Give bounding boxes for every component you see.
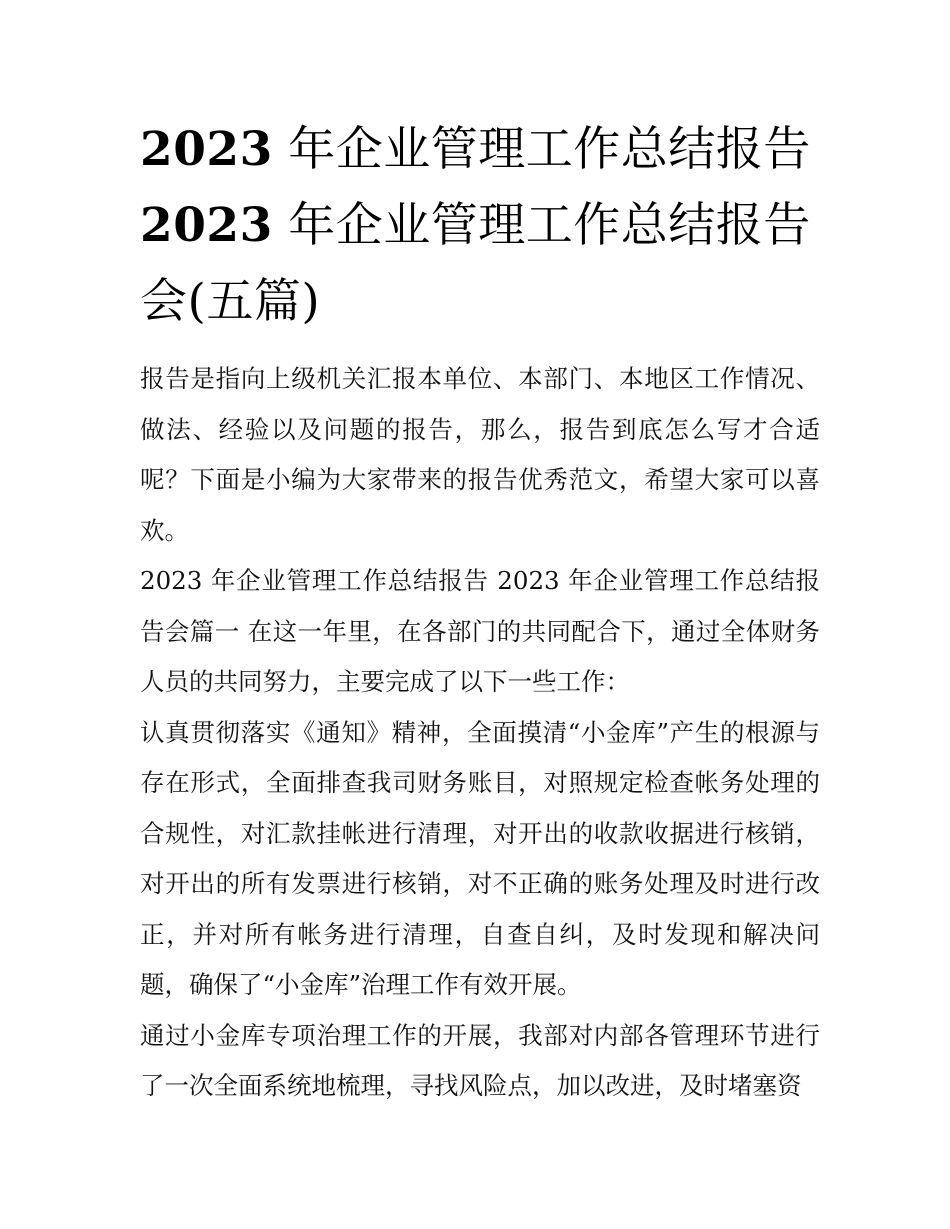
title-line-2 — [140, 198, 811, 253]
title-line-3 — [140, 274, 320, 329]
body-paragraph: 认真贯彻落实《通知》精神，全面摸清“小金库”产生的根源与存在形式，全面排查我司财务账目，对照规定检查帐务处理的合规性，对汇款挂帐进行清理，对开出的收款收据进行核销，对开出的所有发票进行核销，对不正确的账务处理及时进行改正，并对所有帐务进行清理，自查自纠，及时发现和解决问题，确保了“小金库”治理工作有效开展。 — [140, 717, 820, 999]
title-year: 2023 — [140, 198, 273, 253]
document-title — [140, 112, 820, 340]
body-paragraph: 通过小金库专项治理工作的开展，我部对内部各管理环节进行了一次全面系统地梳理，寻找风险点，加以改进，及时堵塞资 — [140, 1020, 820, 1100]
title-year: 2023 — [140, 122, 273, 177]
title-text: 年企业管理工作总结报告 — [288, 198, 811, 253]
intro-paragraph: 报告是指向上级机关汇报本单位、本部门、本地区工作情况、做法、经验以及问题的报告，那么，报告到底怎么写才合适呢？下面是小编为大家带来的报告优秀范文，希望大家可以喜欢。 — [140, 364, 820, 545]
document-page — [140, 112, 820, 1112]
section-heading-paragraph: 2023 年企业管理工作总结报告 2023 年企业管理工作总结报告会篇一 在这一年里，在各部门的共同配合下，通过全体财务人员的共同努力，主要完成了以下一些工作： — [140, 566, 820, 696]
title-line-1 — [140, 122, 811, 177]
title-text: 年企业管理工作总结报告 — [288, 122, 811, 177]
title-text: 会(五篇) — [140, 274, 321, 329]
